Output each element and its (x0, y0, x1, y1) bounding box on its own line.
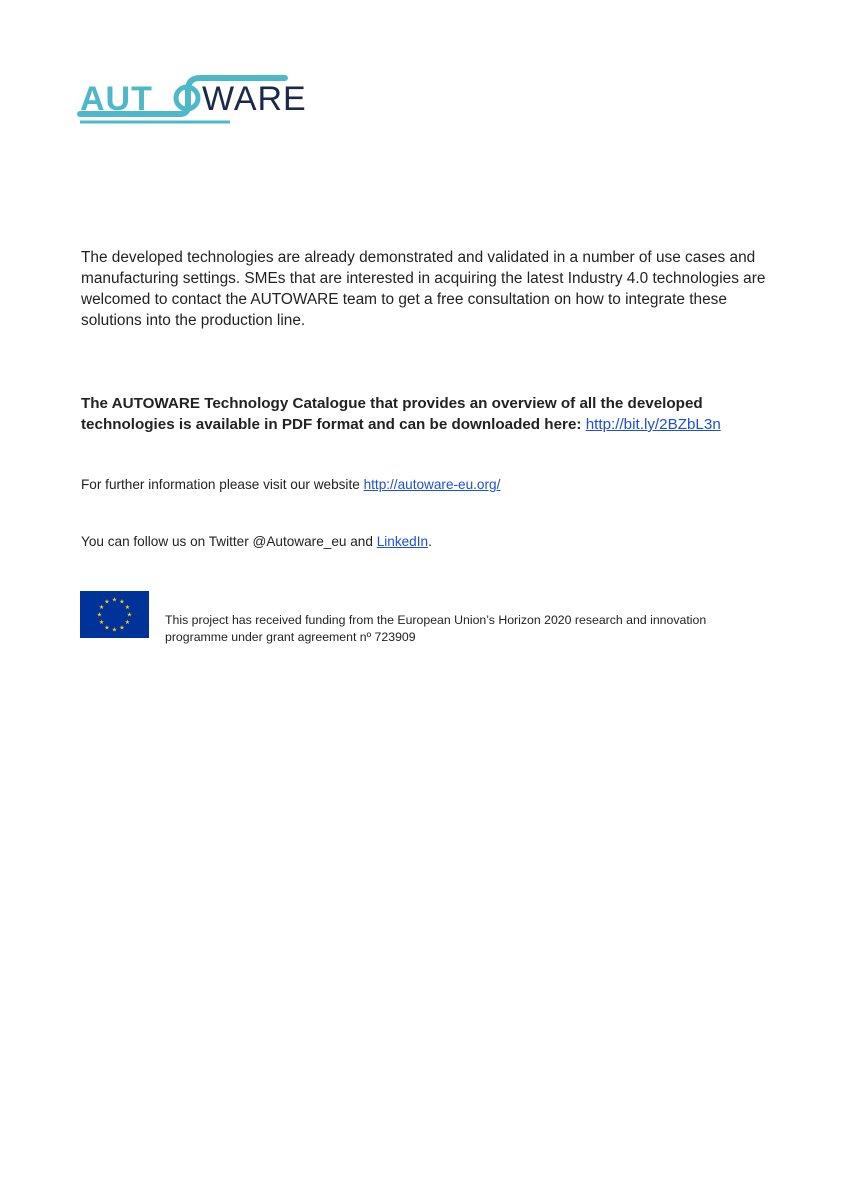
website-text: For further information please visit our website (81, 477, 360, 492)
eu-star-icon: ★ (111, 597, 118, 604)
eu-star-icon: ★ (104, 599, 110, 606)
eu-star-icon: ★ (98, 605, 105, 611)
eu-star-icon: ★ (96, 612, 103, 619)
logo-teal-text: AUT (80, 80, 153, 118)
eu-star-icon: ★ (124, 605, 131, 611)
funding-line-2: programme under grant agreement nº 723909 (165, 630, 416, 644)
linkedin-link[interactable]: LinkedIn (376, 534, 429, 549)
eu-star-icon: ★ (111, 627, 118, 634)
eu-star-icon: ★ (104, 625, 110, 632)
autoware-logo (80, 70, 307, 128)
intro-paragraph: The developed technologies are already demonstrated and validated in a number of use cases and manufacturing settings. SMEs that are interested in acquiring the latest Industry 4.0 technologies are welcomed to contact the AUTOWARE team to get a free consultation on how to integrate these solutions into the production line. (81, 249, 766, 329)
follow-text: You can follow us on Twitter @Autoware_eu and (81, 534, 373, 549)
logo-dark-text: WARE (202, 80, 307, 118)
website-paragraph (81, 476, 781, 494)
funding-line-1: This project has received funding from the European Union’s Horizon 2020 research and innovation (165, 613, 707, 627)
eu-star-icon: ★ (126, 612, 133, 619)
funding-statement (165, 612, 765, 646)
eu-star-icon: ★ (119, 625, 125, 632)
catalogue-paragraph (81, 393, 781, 435)
catalogue-text: The AUTOWARE Technology Catalogue that provides an overview of all the developed technologies is available in PDF format and can be downloaded here: (81, 395, 703, 433)
eu-star-icon: ★ (124, 620, 131, 626)
eu-flag-icon (80, 591, 149, 638)
website-link[interactable]: http://autoware-eu.org/ (363, 477, 501, 492)
eu-star-icon: ★ (119, 599, 125, 606)
autoware-logo-mark (80, 70, 307, 128)
follow-paragraph (81, 533, 781, 551)
follow-end: . (428, 534, 432, 549)
catalogue-link[interactable]: http://bit.ly/2BZbL3n (585, 416, 721, 433)
eu-star-icon: ★ (98, 620, 105, 626)
